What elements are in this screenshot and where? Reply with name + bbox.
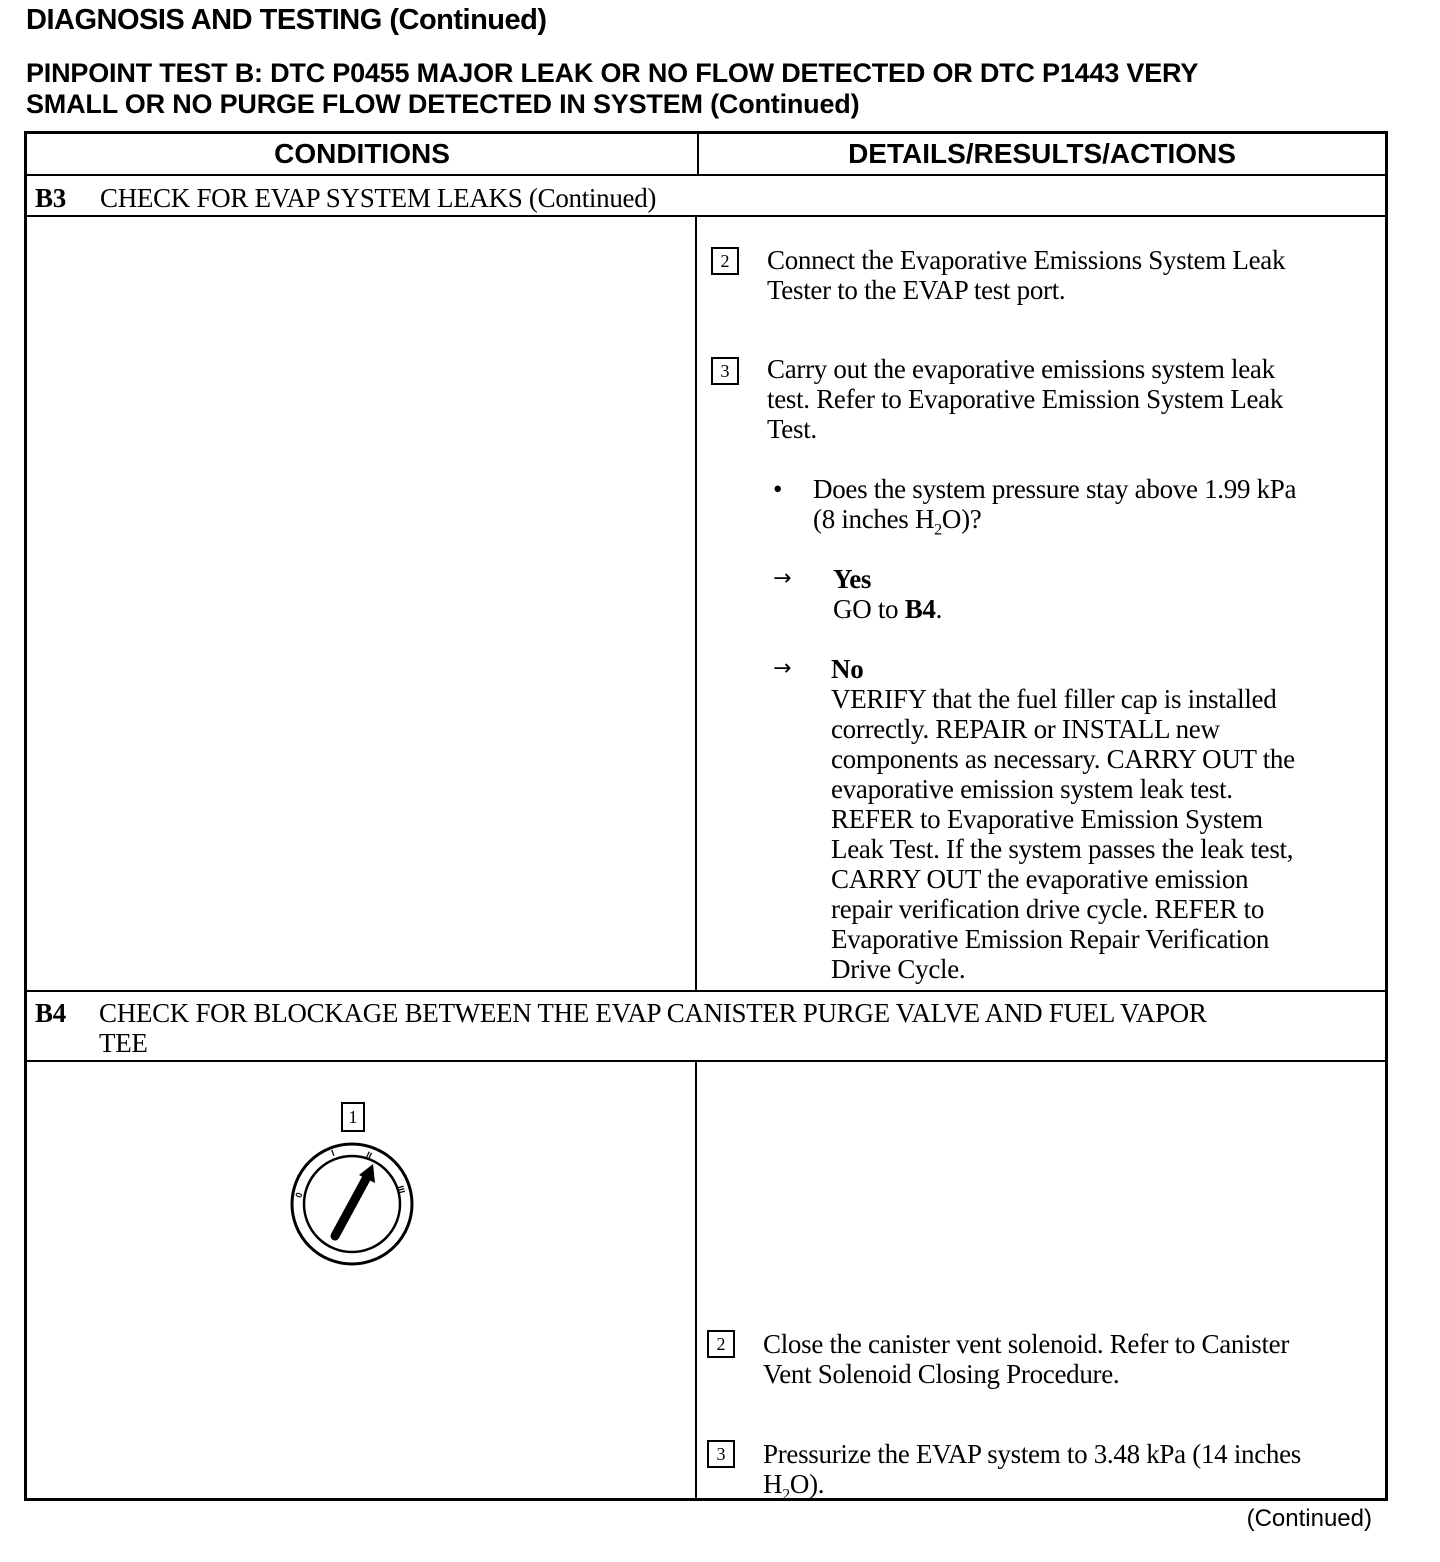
yes-action: GO to B4. (833, 594, 943, 624)
b3-step3-line3: Test. (767, 414, 817, 444)
b3-question-line1: Does the system pressure stay above 1.99 kPa (813, 474, 1297, 504)
ignition-position-1: I (330, 1147, 336, 1159)
details-column-header: DETAILS/RESULTS/ACTIONS (848, 138, 1236, 169)
b3-step3-line2: test. Refer to Evaporative Emission System Leak (767, 384, 1284, 414)
no-action-line: REFER to Evaporative Emission System (831, 804, 1263, 834)
b4-column-divider (695, 1060, 697, 1500)
b4-step-code: B4 (35, 998, 66, 1028)
b3-step3-line1: Carry out the evaporative emissions system leak (767, 354, 1275, 384)
b4-step1-number-box: 1 (341, 1102, 365, 1132)
b4-step3-line1: Pressurize the EVAP system to 3.48 kPa (14 inches (763, 1439, 1301, 1469)
b3-yes-result (833, 564, 942, 624)
b3-no-result (831, 654, 1295, 984)
b4-step2-number-box: 2 (707, 1330, 735, 1358)
yes-arrow-icon: → (773, 566, 792, 591)
ignition-position-3: III (395, 1184, 407, 1195)
b4-step2-text (763, 1329, 1289, 1389)
b3-step2-text (767, 245, 1285, 305)
conditions-column-header: CONDITIONS (274, 138, 450, 169)
no-action-line: repair verification drive cycle. REFER to (831, 894, 1265, 924)
no-action-line: Drive Cycle. (831, 954, 966, 984)
b3-question-line2: (8 inches $H_2O$)? (813, 504, 982, 539)
b3-step2-line1: Connect the Evaporative Emissions System Leak (767, 245, 1286, 275)
no-label: No (831, 654, 864, 684)
page-title: DIAGNOSIS AND TESTING (Continued) (26, 4, 547, 36)
no-action-line: Evaporative Emission Repair Verification (831, 924, 1270, 954)
pinpoint-test-table (24, 131, 1388, 1504)
b3-column-divider (695, 215, 697, 990)
header-rule (27, 174, 1385, 176)
ignition-position-2: II (364, 1149, 374, 1161)
b3-question (813, 474, 1296, 545)
b3-step-code: B3 (35, 183, 66, 213)
b3-title-rule (27, 215, 1385, 217)
b4-title-line2: TEE (99, 1028, 148, 1058)
b4-step3-number-box: 3 (707, 1440, 735, 1468)
no-action-line: correctly. REPAIR or INSTALL new (831, 714, 1220, 744)
no-action-line: VERIFY that the fuel filler cap is installed (831, 684, 1277, 714)
b4-step2-line1: Close the canister vent solenoid. Refer to Canister (763, 1329, 1290, 1359)
b4-title-rule (27, 1060, 1385, 1062)
pinpoint-test-title-line1: PINPOINT TEST B: DTC P0455 MAJOR LEAK OR NO FLOW DETECTED OR DTC P1443 VERY (26, 58, 1199, 88)
b3-step-title: CHECK FOR EVAP SYSTEM LEAKS (Continued) (100, 183, 657, 213)
no-arrow-icon: → (773, 656, 792, 681)
b3-step3-text (767, 354, 1283, 444)
b4-step2-line2: Vent Solenoid Closing Procedure. (763, 1359, 1120, 1389)
b4-step3-text (763, 1439, 1301, 1510)
no-action (831, 684, 1295, 984)
no-action-line: components as necessary. CARRY OUT the (831, 744, 1295, 774)
pinpoint-test-title (26, 58, 1406, 120)
b4-title-line1: CHECK FOR BLOCKAGE BETWEEN THE EVAP CANISTER PURGE VALVE AND FUEL VAPOR (99, 998, 1207, 1028)
header-divider (697, 134, 699, 174)
bullet-icon: • (773, 474, 783, 504)
no-action-line: CARRY OUT the evaporative emission (831, 864, 1249, 894)
b3-bottom-rule (27, 990, 1385, 992)
continued-footer: (Continued) (1246, 1505, 1372, 1532)
b4-step3-line2: $H_2O$). (763, 1469, 825, 1504)
no-action-line: Leak Test. If the system passes the leak test, (831, 834, 1294, 864)
ignition-switch-icon (287, 1139, 417, 1269)
b4-step-title (99, 998, 1207, 1058)
b3-step2-line2: Tester to the EVAP test port. (767, 275, 1066, 305)
yes-label: Yes (833, 564, 872, 594)
b3-step2-number-box: 2 (711, 247, 739, 275)
b3-step3-number-box: 3 (711, 357, 739, 385)
no-action-line: evaporative emission system leak test. (831, 774, 1233, 804)
ignition-position-0: 0 (293, 1191, 305, 1200)
pinpoint-test-title-line2: SMALL OR NO PURGE FLOW DETECTED IN SYSTEM (Continued) (26, 89, 860, 119)
